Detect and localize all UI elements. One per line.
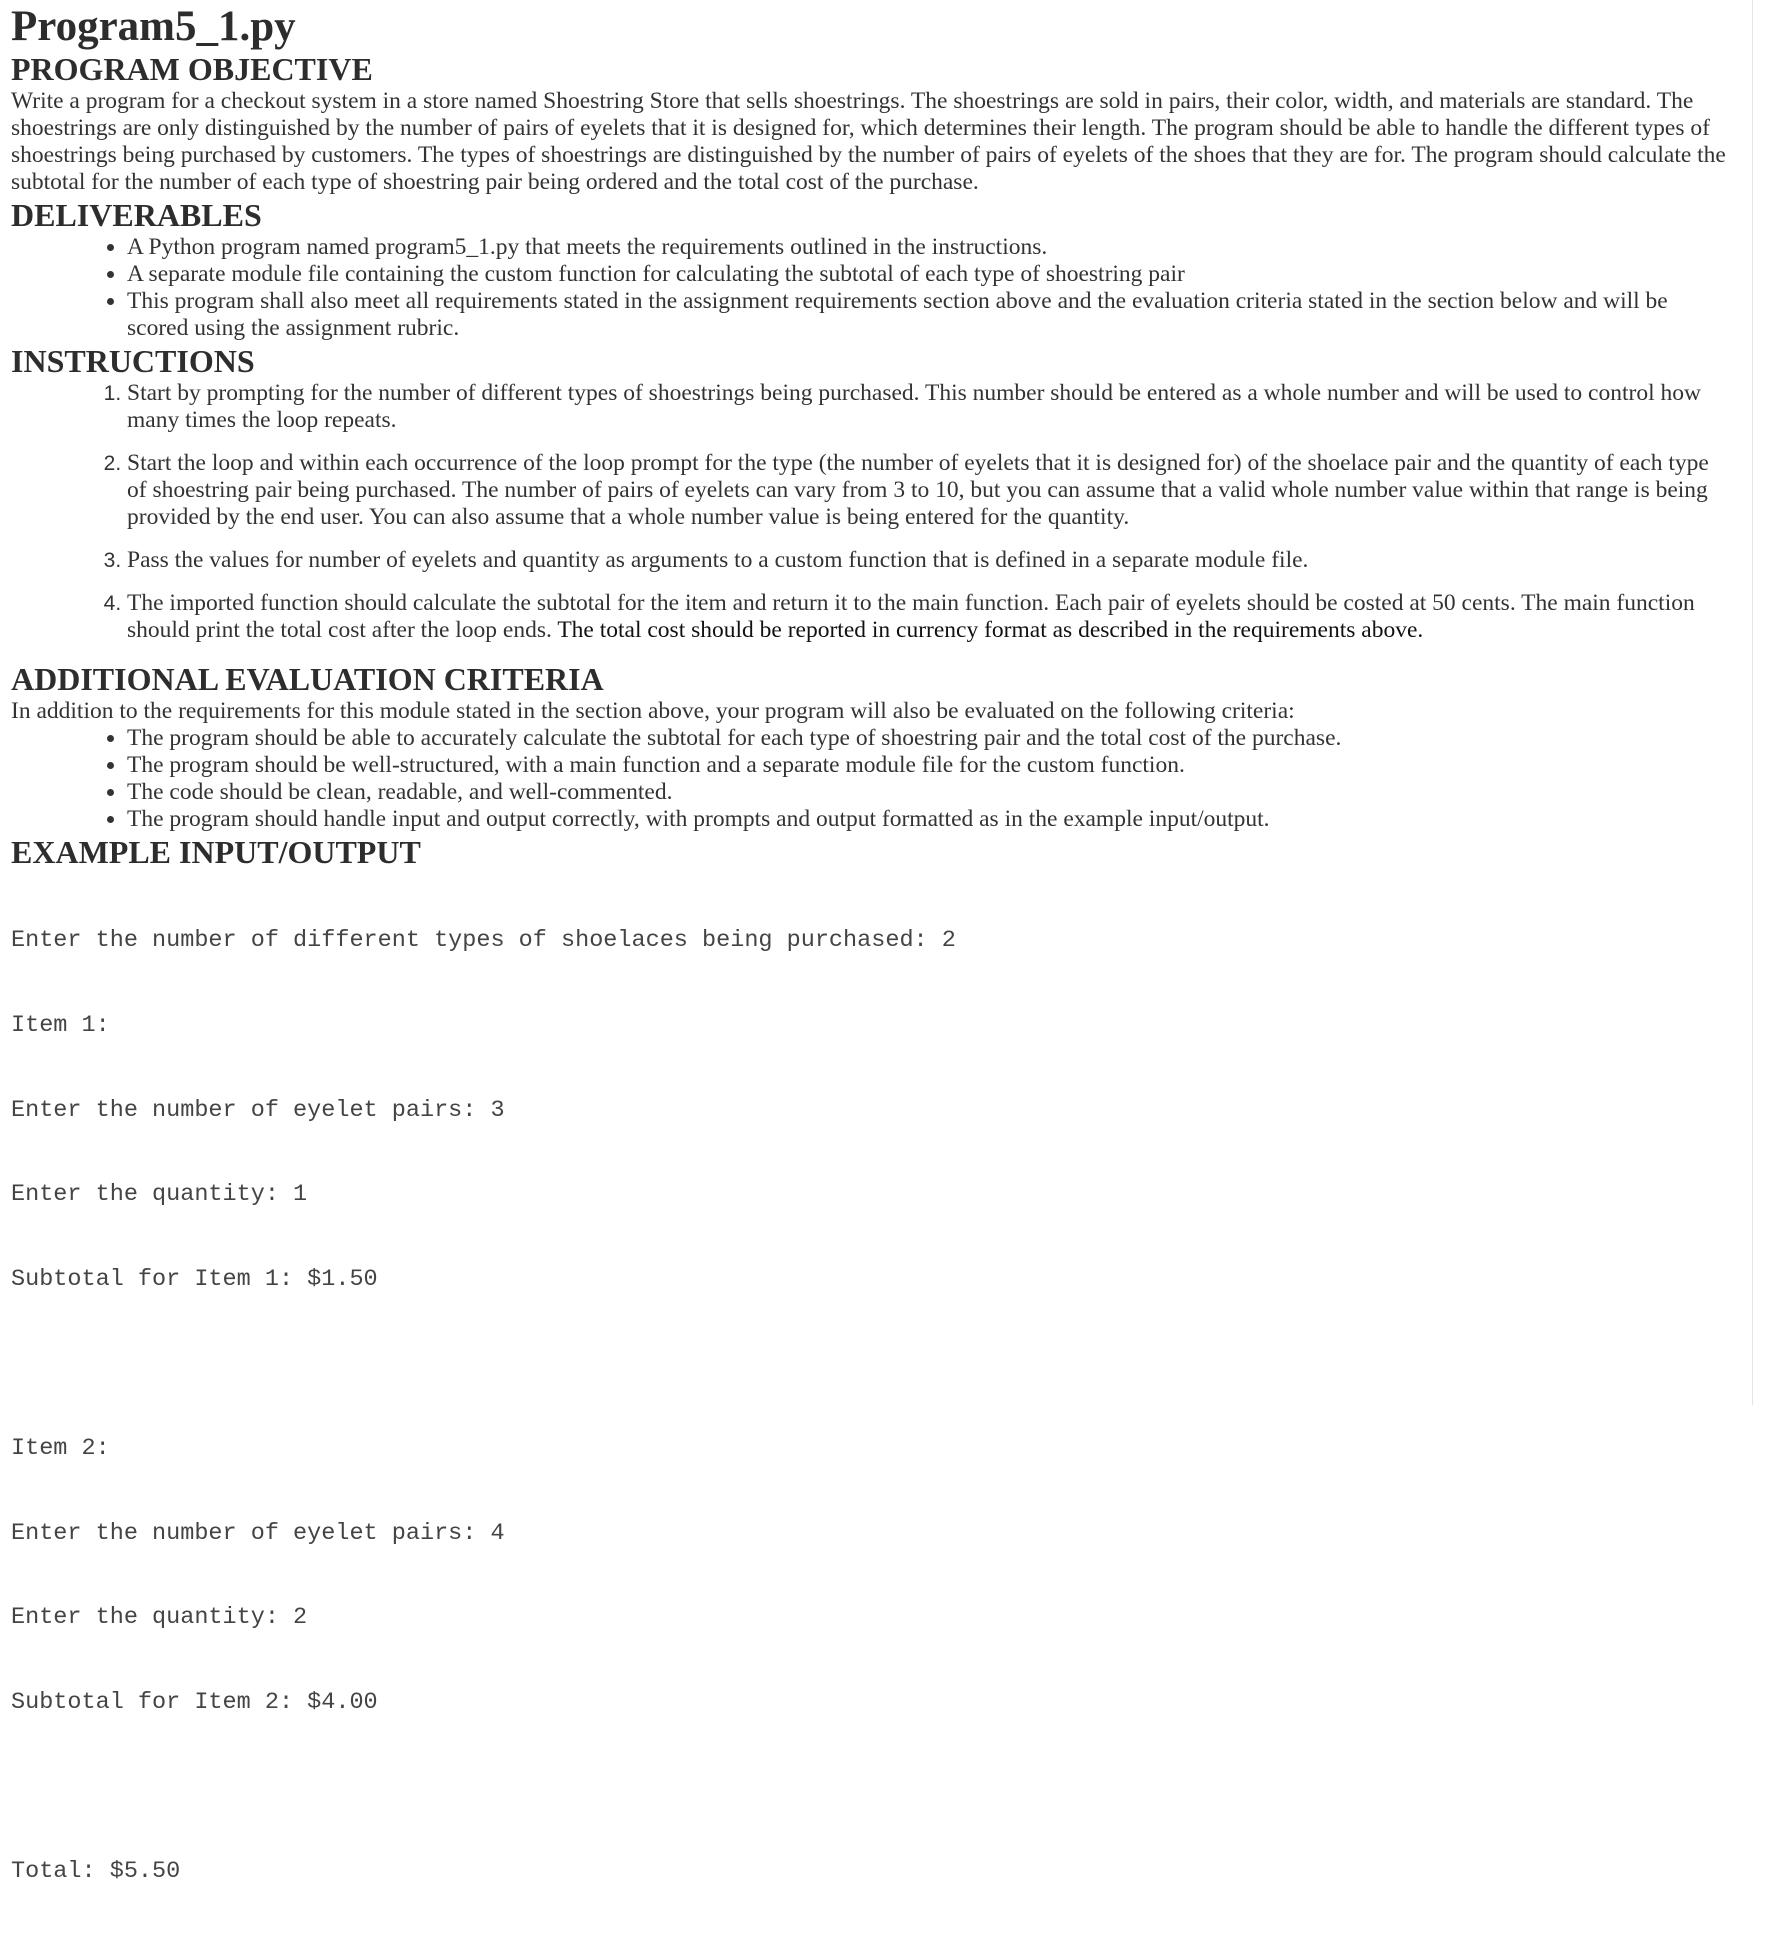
- console-line: Total: $5.50: [11, 1858, 181, 1886]
- instruction-step-4-text: The imported function should calculate the subtotal for the item and return it to the main function. Each pair of eyelets should be costed at 50 cents. The main function should print the total cost after the loop ends.: [127, 590, 1695, 643]
- criteria-heading: ADDITIONAL EVALUATION CRITERIA: [11, 661, 604, 697]
- criteria-list: [11, 752, 1731, 833]
- criteria-item: • The code should be clean, readable, and well-commented.: [127, 779, 1731, 806]
- objective-text: Write a program for a checkout system in a store named Shoestring Store that sells shoestrings. The shoestrings are sold in pairs, their color, width, and materials are standard. The shoestrings are only distinguished by the number of pairs of eyelets that it is designed for, which determines their length. The program should be able to handle the different types of shoestrings being purchased by customers. The types of shoestrings are distinguished by the number of pairs of eyelets of the shoes that they are for. The program should calculate the subtotal for the number of each type of shoestring pair being ordered and the total cost of the purchase.: [11, 88, 1726, 195]
- instruction-step-4-currency-note: The total cost should be reported in currency format as described in the requirements above.: [557, 617, 1424, 643]
- console-line: Subtotal for Item 2: $4.00: [11, 1688, 378, 1716]
- console-blank-line: [11, 1350, 1731, 1378]
- console-line: Enter the quantity: 2: [11, 1604, 308, 1632]
- console-line: Enter the quantity: 1: [11, 1181, 308, 1209]
- assignment-page: [11, 0, 1731, 1943]
- console-line: Subtotal for Item 1: $1.50: [11, 1265, 378, 1293]
- example-heading: EXAMPLE INPUT/OUTPUT: [11, 834, 421, 870]
- deliverables-heading: DELIVERABLES: [11, 197, 262, 233]
- instructions-heading: INSTRUCTIONS: [11, 343, 255, 379]
- criteria-item: • The program should be well-structured, with a main function and a separate module file for the custom function.: [127, 752, 1731, 779]
- objective-heading: PROGRAM OBJECTIVE: [11, 51, 373, 87]
- instruction-step: 3. Pass the values for number of eyelets and quantity as arguments to a custom function that is defined in a separate module file.: [127, 547, 1731, 574]
- deliverable-item: • A Python program named program5_1.py that meets the requirements outlined in the instructions.: [127, 234, 1731, 261]
- example-console: [11, 871, 1731, 1943]
- console-line: Enter the number of eyelet pairs: 4: [11, 1519, 505, 1547]
- page-title: Program5_1.py: [11, 3, 296, 50]
- right-border-line: [1752, 0, 1753, 1405]
- console-line: Enter the number of eyelet pairs: 3: [11, 1096, 505, 1124]
- instruction-step: 2. Start the loop and within each occurrence of the loop prompt for the type (the number of eyelets that it is designed for) of the shoelace pair and the quantity of each type of shoestring pair being purchased. The number of pairs of eyelets can vary from 3 to 10, but you can assume that a valid whole number value within that range is being provided by the end user. You can also assume that a whole number value is being entered for the quantity.: [127, 450, 1731, 531]
- console-line: Enter the number of different types of shoelaces being purchased: 2: [11, 927, 956, 955]
- criteria-first-list: [11, 725, 1731, 752]
- instructions-list: [11, 380, 1731, 644]
- console-blank-line: [11, 1773, 1731, 1801]
- console-line: Item 2:: [11, 1435, 110, 1463]
- criteria-item: • The program should be able to accurately calculate the subtotal for each type of shoestring pair and the total cost of the purchase.: [127, 725, 1731, 752]
- deliverable-item: • A separate module file containing the custom function for calculating the subtotal of each type of shoestring pair: [127, 261, 1731, 288]
- deliverables-list: [11, 234, 1731, 342]
- deliverable-item: • This program shall also meet all requirements stated in the assignment requirements section above and the evaluation criteria stated in the section below and will be scored using the assignment rubric.: [127, 288, 1731, 342]
- criteria-intro: In addition to the requirements for this module stated in the section above, your program will also be evaluated on the following criteria:: [11, 698, 1295, 724]
- console-line: Item 1:: [11, 1012, 110, 1040]
- instruction-step: [127, 590, 1731, 644]
- instruction-step: 1. Start by prompting for the number of different types of shoestrings being purchased. This number should be entered as a whole number and will be used to control how many times the loop repeats.: [127, 380, 1731, 434]
- criteria-item: • The program should handle input and output correctly, with prompts and output formatted as in the example input/output.: [127, 806, 1731, 833]
